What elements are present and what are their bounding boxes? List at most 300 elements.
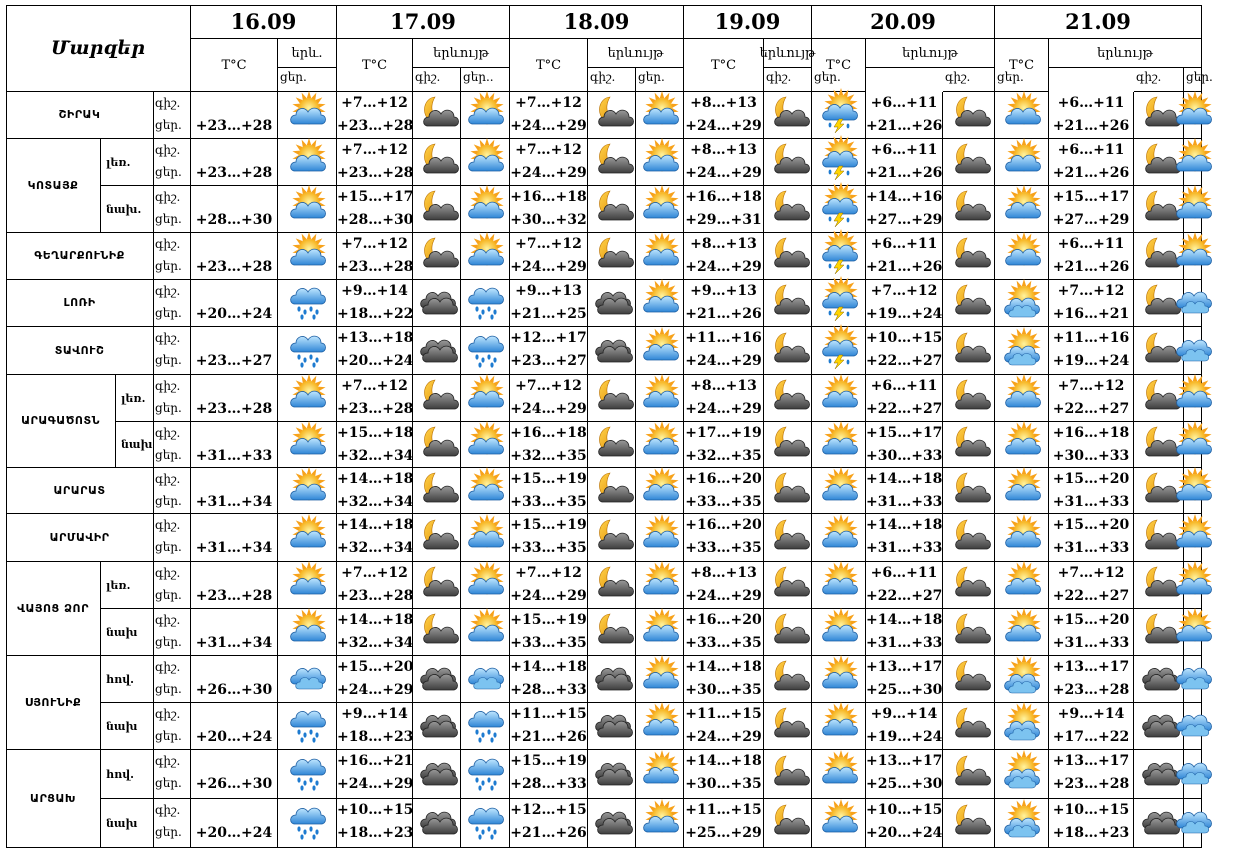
moon-cloud-icon	[417, 423, 457, 467]
night-temp: +15…+19	[510, 753, 587, 769]
day-temp: +22…+27	[866, 588, 943, 604]
sun-cloud-icon	[640, 563, 680, 607]
day-temp: +33…+35	[685, 494, 762, 510]
temp-range-cell	[337, 186, 413, 233]
day-weather-cell	[995, 375, 1049, 422]
day-temp: +31…+33	[866, 635, 943, 651]
sun-cloud-icon	[640, 704, 680, 748]
night-weather-cell	[943, 609, 995, 656]
night-weather-cell	[413, 327, 461, 375]
day-temp: +32…+35	[510, 448, 587, 464]
day-temp: +31…+33	[1052, 540, 1130, 556]
temp-16-day	[191, 799, 278, 848]
day-temp: +21…+25	[510, 306, 587, 322]
sun-cloud-icon	[640, 610, 680, 654]
day-weather-cell	[812, 327, 866, 375]
sun-cloud-icon	[819, 801, 859, 845]
storm-icon	[819, 281, 859, 325]
temp-range-cell	[510, 422, 588, 468]
night-row-label: գիշ.	[155, 379, 181, 393]
day-temp: +30…+35	[685, 682, 762, 698]
sun-cloud-icon	[819, 563, 859, 607]
day-weather-cell	[461, 186, 510, 233]
day-row-label: ցեր.	[155, 118, 182, 132]
day-weather-cell	[1184, 750, 1202, 799]
temp-range-cell	[684, 609, 764, 656]
night-temp: +11…+15	[685, 706, 762, 722]
temp-range-cell	[337, 703, 413, 750]
night-row-label: գիշ.	[155, 472, 181, 486]
temp-16-day	[191, 280, 278, 327]
night-temp: +15…+17	[1052, 189, 1130, 205]
day-temp: +32…+34	[337, 635, 414, 651]
sun-cloud-icon	[465, 516, 505, 560]
night-temp: +6…+11	[870, 565, 938, 581]
day-temp: +21…+26	[1052, 118, 1130, 134]
phenomenon-label: երևույթ	[1097, 45, 1153, 61]
night-row-label: գիշ.	[155, 143, 181, 157]
moon-cloud-icon	[417, 187, 457, 231]
day-weather-cell	[1184, 186, 1202, 233]
night-temp: +7…+12	[870, 283, 938, 299]
row-type-labels	[154, 422, 191, 468]
day-weather-cell	[1184, 703, 1202, 750]
night-weather-cell	[943, 799, 995, 848]
night-weather-cell	[413, 92, 461, 139]
sun-cloud-icon	[465, 376, 505, 420]
day-label: ցեր.	[814, 70, 841, 84]
temp-range-cell	[1049, 514, 1134, 562]
day-weather-cell	[1184, 656, 1202, 703]
night-weather-cell	[413, 562, 461, 609]
night-weather-cell	[943, 375, 995, 422]
night-weather-cell	[943, 703, 995, 750]
moon-cloud-icon	[768, 93, 808, 137]
row-type-labels	[154, 656, 191, 703]
temp-range-cell	[337, 422, 413, 468]
night-header	[943, 68, 995, 92]
day-temp: +22…+27	[866, 401, 943, 417]
night-weather-cell	[588, 562, 636, 609]
day-weather-cell	[812, 750, 866, 799]
sub-zone-label	[101, 750, 154, 799]
sun-cloud-icon	[819, 752, 859, 796]
night-temp: +10…+15	[1052, 802, 1130, 818]
day-temp: +23…+28	[337, 588, 414, 604]
night-temp: +16…+18	[510, 425, 587, 441]
region-name	[6, 750, 101, 848]
day-weather-cell	[461, 799, 510, 848]
temp-range-cell	[337, 468, 413, 514]
day-row-label: ցեր.	[155, 401, 182, 415]
day-temp: +18…+23	[337, 825, 414, 841]
region-name	[6, 514, 154, 562]
sun-cloud-icon	[287, 140, 327, 184]
night-temp: +6…+11	[870, 236, 938, 252]
day-weather-cell	[812, 139, 866, 186]
temp-16-day	[191, 233, 278, 280]
cloud-dark-icon	[417, 801, 457, 845]
sub-zone-label	[101, 186, 154, 233]
night-temp: +15…+19	[510, 471, 587, 487]
temp-range-cell	[684, 468, 764, 514]
sun-cloud-blue-icon	[1002, 281, 1042, 325]
sun-cloud-icon	[287, 93, 327, 137]
sub-zone-label	[116, 375, 154, 422]
day-temp: +24…+29	[510, 165, 587, 181]
day-weather-cell	[812, 280, 866, 327]
moon-cloud-icon	[949, 140, 989, 184]
sun-cloud-icon	[287, 234, 327, 278]
moon-cloud-icon	[417, 93, 457, 137]
temp-range-cell	[1049, 468, 1134, 514]
row-type-labels	[154, 609, 191, 656]
date-text: 21.09	[1065, 9, 1131, 34]
night-weather-cell	[764, 233, 812, 280]
temp-range-cell	[866, 139, 943, 186]
day-weather-cell	[995, 562, 1049, 609]
row-type-labels	[154, 703, 191, 750]
temp-label: T°C	[710, 57, 737, 73]
night-weather-cell	[943, 139, 995, 186]
temp-range-cell	[337, 750, 413, 799]
region-name	[6, 468, 154, 514]
region-name-text: ԱՐՄԱՎԻՐ	[49, 530, 110, 544]
sun-cloud-icon	[465, 140, 505, 184]
temp-range-cell	[866, 514, 943, 562]
row-type-labels	[154, 468, 191, 514]
temp-16-day	[191, 514, 278, 562]
night-weather-cell	[588, 92, 636, 139]
region-name	[6, 92, 154, 139]
night-temp: +15…+20	[337, 659, 414, 675]
weather-cell	[278, 233, 337, 280]
cloud-blue-icon	[1173, 281, 1213, 325]
sun-cloud-icon	[819, 704, 859, 748]
date-text: 17.09	[390, 9, 456, 34]
temp-value: +20…+24	[195, 729, 273, 745]
day-temp: +19…+24	[866, 729, 943, 745]
night-temp: +7…+12	[515, 565, 582, 581]
temp-range-cell	[684, 139, 764, 186]
region-name-text: ՇԻՐԱԿ	[58, 108, 101, 121]
night-weather-cell	[764, 562, 812, 609]
day-temp: +28…+33	[510, 682, 587, 698]
night-temp: +11…+16	[1052, 330, 1130, 346]
temp-label: T°C	[535, 57, 562, 73]
date-header	[191, 5, 337, 39]
night-weather-cell	[764, 799, 812, 848]
day-weather-cell	[812, 422, 866, 468]
sun-cloud-icon	[640, 423, 680, 467]
row-type-labels	[154, 750, 191, 799]
day-temp: +23…+28	[337, 165, 414, 181]
night-weather-cell	[413, 280, 461, 327]
moon-cloud-icon	[949, 801, 989, 845]
temp-range-cell	[510, 750, 588, 799]
temp-range-cell	[510, 703, 588, 750]
day-weather-cell	[812, 514, 866, 562]
date-text: 16.09	[230, 9, 297, 34]
temp-16-day	[191, 139, 278, 186]
temp-range-cell	[337, 656, 413, 703]
night-temp: +7…+12	[1057, 283, 1125, 299]
temp-range-cell	[1049, 139, 1134, 186]
day-header	[995, 68, 1049, 92]
temp-range-cell	[510, 139, 588, 186]
night-temp: +6…+11	[1057, 142, 1125, 158]
day-temp: +29…+31	[685, 212, 762, 228]
day-weather-cell	[636, 186, 684, 233]
night-weather-cell	[588, 422, 636, 468]
night-temp: +9…+13	[690, 283, 757, 299]
sun-cloud-icon	[640, 516, 680, 560]
temp-range-cell	[1049, 609, 1134, 656]
night-temp: +13…+17	[1052, 659, 1130, 675]
day-row-label: ցեր.	[155, 448, 182, 462]
sun-cloud-icon	[287, 423, 327, 467]
night-temp: +16…+20	[685, 612, 762, 628]
moon-cloud-icon	[417, 563, 457, 607]
day-row-label: ցեր.	[155, 306, 182, 320]
temp-range-cell	[866, 422, 943, 468]
cloud-blue-icon	[1173, 801, 1213, 845]
phenomenon-header	[759, 39, 816, 68]
temp-range-cell	[337, 139, 413, 186]
day-header	[461, 68, 510, 92]
night-weather-cell	[943, 750, 995, 799]
temp-range-cell	[866, 186, 943, 233]
day-weather-cell	[461, 139, 510, 186]
sub-zone-label	[101, 656, 154, 703]
day-weather-cell	[1184, 233, 1202, 280]
day-row-label: ցեր.	[155, 540, 182, 554]
day-temp: +19…+24	[1052, 353, 1130, 369]
night-label: գիշ.	[1136, 70, 1162, 84]
night-weather-cell	[588, 656, 636, 703]
sub-zone-label	[101, 799, 154, 848]
night-temp: +9…+14	[341, 706, 408, 722]
moon-cloud-icon	[949, 610, 989, 654]
row-type-labels	[154, 280, 191, 327]
day-weather-cell	[1184, 92, 1202, 139]
sun-cloud-icon	[465, 469, 505, 513]
night-temp: +8…+13	[690, 236, 757, 252]
cloud-dark-icon	[592, 329, 632, 373]
temp-value: +23…+28	[195, 165, 273, 181]
night-temp: +7…+12	[1057, 565, 1125, 581]
night-weather-cell	[588, 327, 636, 375]
moon-cloud-icon	[768, 469, 808, 513]
day-weather-cell	[1184, 139, 1202, 186]
day-weather-cell	[812, 799, 866, 848]
night-weather-cell	[764, 703, 812, 750]
night-weather-cell	[943, 280, 995, 327]
moon-cloud-icon	[949, 93, 989, 137]
day-row-label: ցեր.	[155, 165, 182, 179]
night-weather-cell	[943, 233, 995, 280]
day-weather-cell	[461, 609, 510, 656]
regions-header-title: Մարզեր	[50, 37, 146, 59]
temp-value: +23…+28	[195, 259, 273, 275]
sub-zone-label	[101, 139, 154, 186]
night-temp: +14…+18	[337, 471, 414, 487]
day-temp: +18…+23	[337, 729, 414, 745]
day-row-label: ցեր.	[155, 212, 182, 226]
day-temp: +28…+33	[510, 776, 587, 792]
day-weather-cell	[995, 422, 1049, 468]
moon-cloud-icon	[768, 563, 808, 607]
moon-cloud-icon	[592, 423, 632, 467]
sun-cloud-icon	[465, 187, 505, 231]
night-weather-cell	[588, 750, 636, 799]
cloud-blue-icon	[1173, 704, 1213, 748]
temp-range-cell	[510, 92, 588, 139]
day-label: ցեր.	[280, 70, 307, 84]
sun-cloud-icon	[640, 93, 680, 137]
day-temp: +22…+27	[866, 353, 943, 369]
sun-cloud-blue-icon	[1002, 801, 1042, 845]
night-weather-cell	[413, 656, 461, 703]
night-temp: +15…+20	[1052, 471, 1130, 487]
night-row-label: գիշ.	[155, 707, 181, 721]
moon-cloud-icon	[417, 140, 457, 184]
sun-cloud-icon	[1173, 187, 1213, 231]
night-weather-cell	[588, 139, 636, 186]
day-weather-cell	[812, 656, 866, 703]
night-row-label: գիշ.	[155, 803, 181, 817]
rain-icon	[465, 281, 505, 325]
temp-range-cell	[337, 92, 413, 139]
day-temp: +25…+30	[866, 776, 943, 792]
day-temp: +21…+26	[1052, 165, 1130, 181]
weather-cell	[278, 609, 337, 656]
night-temp: +14…+18	[866, 517, 943, 533]
moon-cloud-icon	[592, 516, 632, 560]
temp-range-cell	[510, 280, 588, 327]
moon-cloud-icon	[949, 281, 989, 325]
day-weather-cell	[995, 233, 1049, 280]
sun-cloud-icon	[1173, 563, 1213, 607]
day-temp: +30…+32	[510, 212, 587, 228]
sub-zone-text: հով.	[106, 767, 135, 781]
region-name-text: ԱՐՑԱԽ	[30, 791, 76, 805]
temp-range-cell	[337, 280, 413, 327]
temp-value: +20…+24	[195, 306, 273, 322]
sun-cloud-icon	[1002, 469, 1042, 513]
temp-range-cell	[866, 703, 943, 750]
day-temp: +27…+29	[866, 212, 943, 228]
night-temp: +15…+17	[866, 425, 943, 441]
day-row-label: ցեր.	[155, 353, 182, 367]
temp-value: +20…+24	[195, 825, 273, 841]
day-weather-cell	[1184, 799, 1202, 848]
day-temp: +24…+29	[510, 401, 587, 417]
moon-cloud-icon	[592, 187, 632, 231]
night-temp: +6…+11	[1057, 95, 1125, 111]
day-weather-cell	[812, 562, 866, 609]
day-weather-cell	[461, 656, 510, 703]
weather-cell	[278, 750, 337, 799]
day-temp: +30…+33	[866, 448, 943, 464]
temp-range-cell	[684, 514, 764, 562]
sun-cloud-blue-icon	[1002, 657, 1042, 701]
temp-value: +23…+28	[195, 401, 273, 417]
moon-cloud-icon	[592, 234, 632, 278]
day-weather-cell	[995, 186, 1049, 233]
weather-cell	[278, 656, 337, 703]
temp-16-day	[191, 92, 278, 139]
date-header	[812, 5, 995, 39]
weather-cell	[278, 514, 337, 562]
sun-cloud-icon	[1002, 140, 1042, 184]
moon-cloud-icon	[949, 657, 989, 701]
day-label: ցեր.	[1186, 70, 1213, 84]
phenomenon-header	[866, 39, 995, 68]
phenomenon-label: երևույթ	[759, 45, 816, 61]
cloud-dark-icon	[592, 704, 632, 748]
sun-cloud-icon	[640, 801, 680, 845]
date-header	[510, 5, 684, 39]
sun-cloud-icon	[1173, 516, 1213, 560]
day-temp: +24…+29	[685, 588, 762, 604]
temp-header	[191, 39, 278, 92]
day-temp: +20…+24	[866, 825, 943, 841]
night-weather-cell	[764, 656, 812, 703]
night-temp: +8…+13	[690, 565, 757, 581]
sun-cloud-icon	[287, 610, 327, 654]
day-temp: +23…+28	[337, 401, 414, 417]
day-temp: +27…+29	[1052, 212, 1130, 228]
day-row-label: ցեր.	[155, 588, 182, 602]
moon-cloud-icon	[768, 704, 808, 748]
sun-cloud-icon	[819, 516, 859, 560]
temp-range-cell	[1049, 656, 1134, 703]
day-temp: +33…+35	[685, 635, 762, 651]
night-temp: +16…+18	[685, 189, 762, 205]
day-weather-cell	[461, 468, 510, 514]
moon-cloud-icon	[768, 801, 808, 845]
night-weather-cell	[588, 609, 636, 656]
region-name-text: ԼՈՌԻ	[63, 296, 96, 309]
cloud-blue-icon	[1173, 752, 1213, 796]
moon-cloud-icon	[592, 140, 632, 184]
day-temp: +23…+28	[1052, 682, 1130, 698]
day-temp: +23…+27	[510, 353, 587, 369]
night-temp: +7…+12	[341, 378, 408, 394]
moon-cloud-icon	[949, 469, 989, 513]
day-label: ցեր..	[463, 70, 494, 84]
night-row-label: գիշ.	[155, 237, 181, 251]
day-label: ցեր.	[638, 70, 665, 84]
night-weather-cell	[764, 422, 812, 468]
day-temp: +21…+26	[510, 729, 587, 745]
temp-range-cell	[1049, 92, 1134, 139]
day-temp: +33…+35	[510, 635, 587, 651]
day-weather-cell	[636, 139, 684, 186]
sun-cloud-icon	[287, 563, 327, 607]
night-row-label: գիշ.	[155, 518, 181, 532]
day-weather-cell	[812, 186, 866, 233]
moon-cloud-icon	[768, 376, 808, 420]
temp-range-cell	[1049, 233, 1134, 280]
day-temp: +21…+26	[1052, 259, 1130, 275]
night-label: գիշ.	[415, 70, 441, 84]
day-temp: +31…+33	[866, 540, 943, 556]
day-temp: +19…+24	[866, 306, 943, 322]
night-temp: +14…+18	[685, 753, 762, 769]
night-weather-cell	[413, 375, 461, 422]
